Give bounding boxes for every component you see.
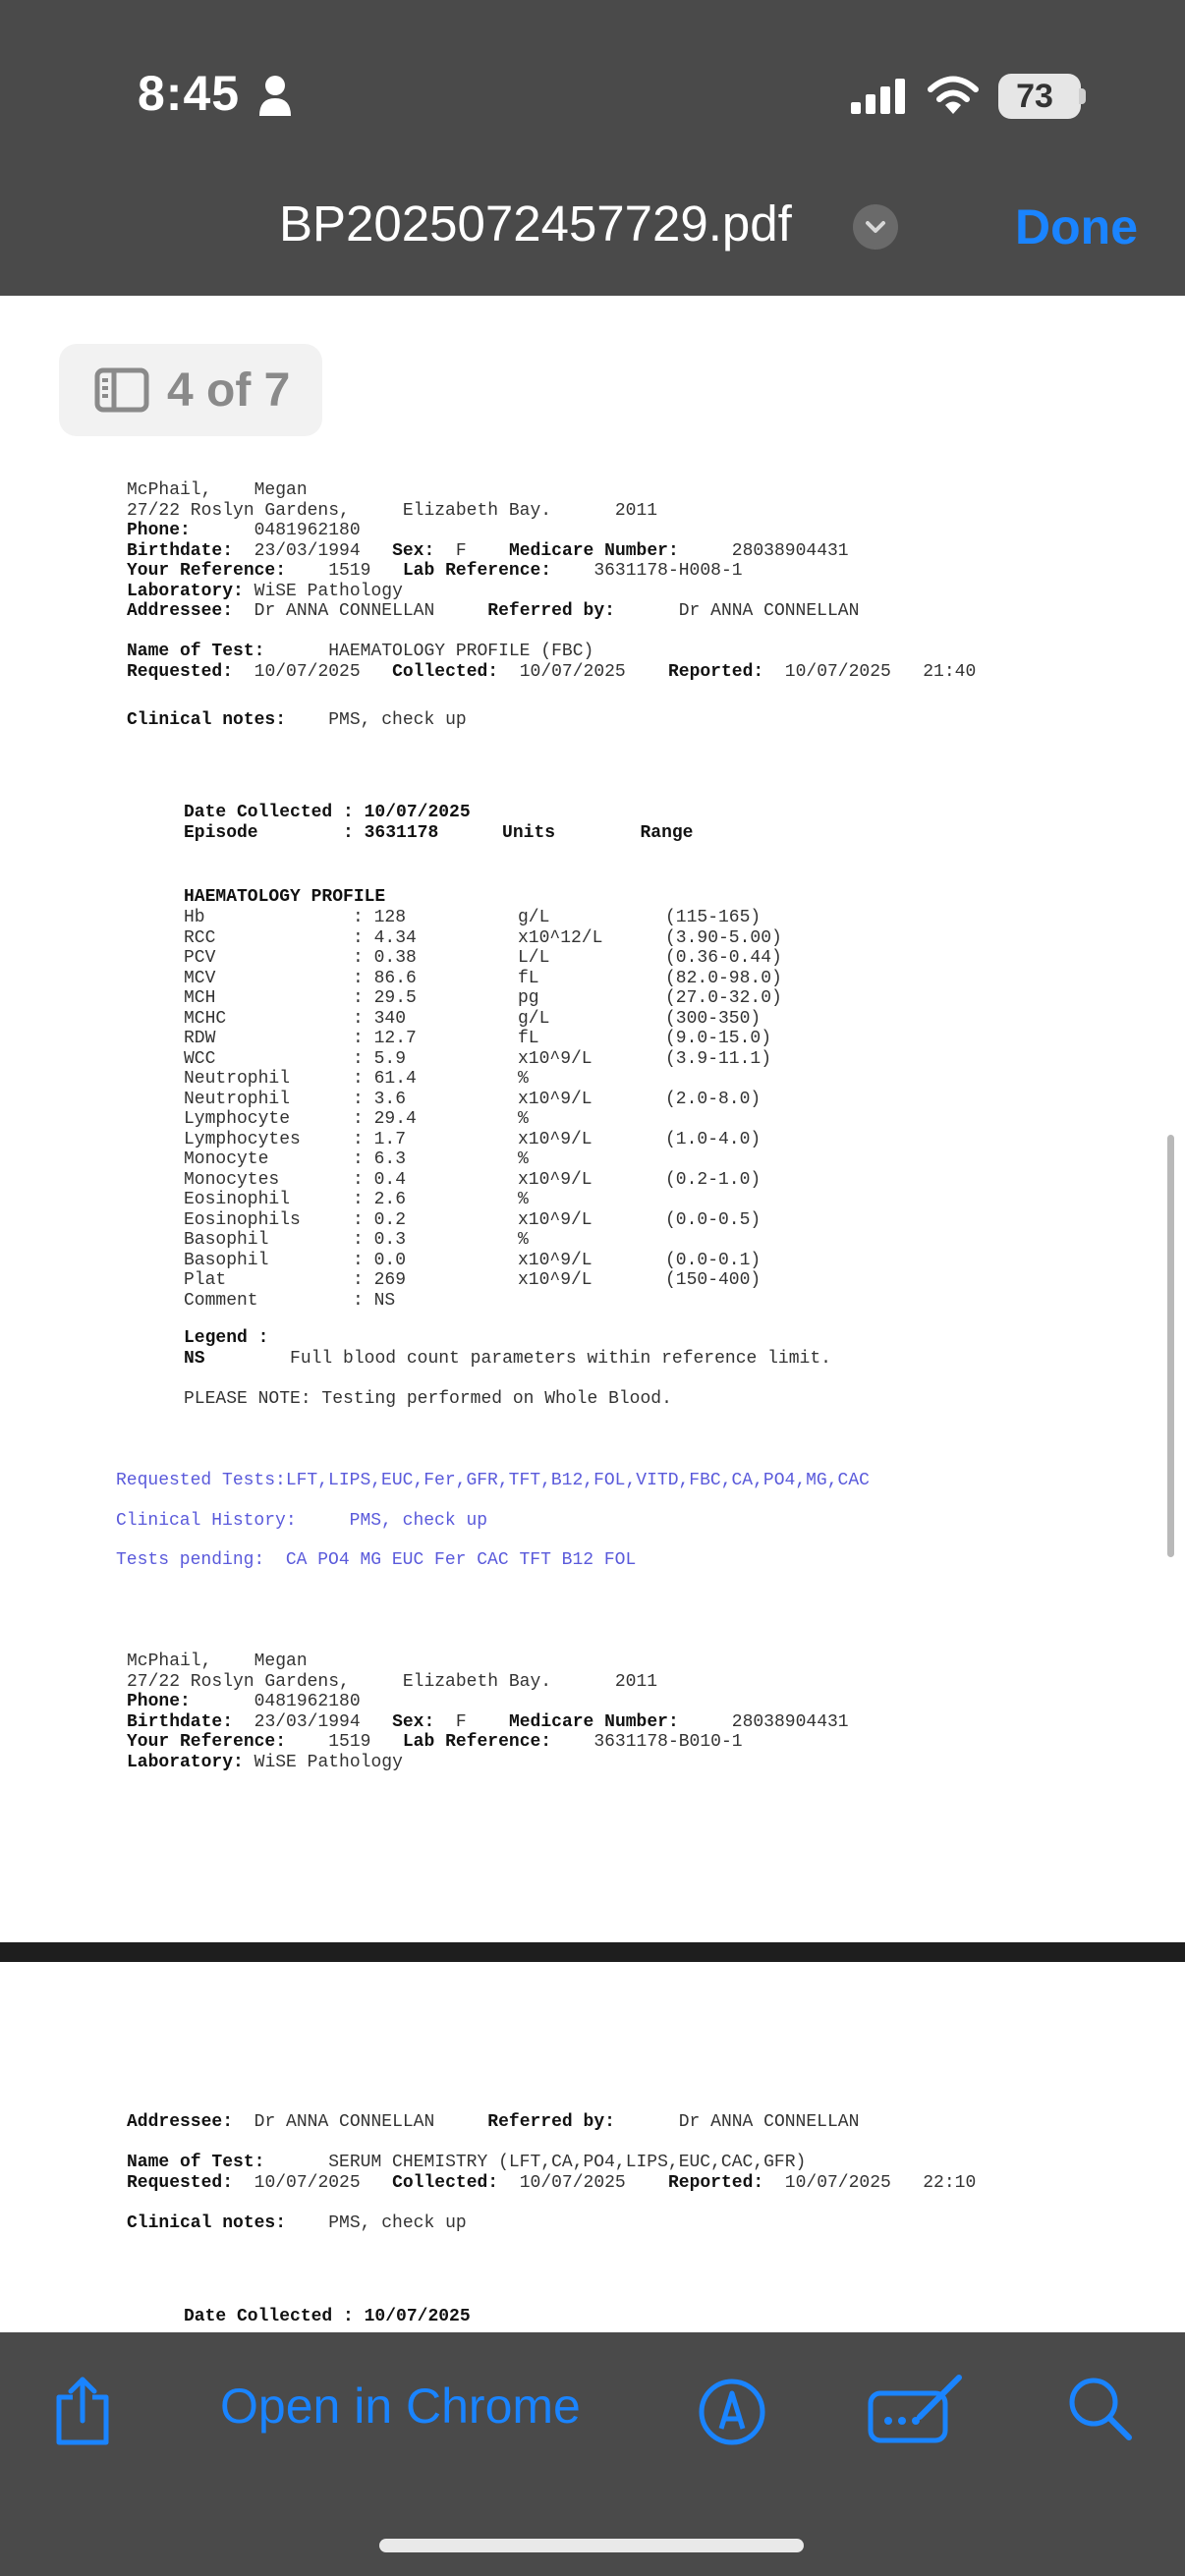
patient-address: 27/22 Roslyn Gardens, Elizabeth Bay. 2011	[127, 1671, 658, 1692]
test-name-value: SERUM CHEMISTRY (LFT,CA,PO4,LIPS,EUC,CAC,GFR)	[328, 2153, 807, 2172]
result-row	[184, 1210, 782, 1231]
requested-value: 10/07/2025	[254, 661, 361, 682]
profile-heading	[184, 887, 385, 908]
result-units: x10^9/L	[518, 1169, 592, 1190]
result-value: : 6.3	[353, 1149, 407, 1169]
birthdate-label: Birthdate:	[127, 540, 234, 561]
clinical-notes-label: Clinical notes:	[127, 710, 287, 730]
laboratory-value: WiSE Pathology	[254, 581, 403, 601]
result-name: Hb	[184, 908, 205, 927]
result-row	[184, 1149, 782, 1170]
laboratory-value: WiSE Pathology	[254, 1752, 403, 1772]
legend-text: Full blood count parameters within reference limit.	[290, 1348, 831, 1369]
referred-by-label: Referred by:	[487, 2112, 615, 2132]
report2-date-collected	[184, 2307, 471, 2327]
phone-label: Phone:	[127, 521, 191, 540]
result-units: %	[518, 1149, 529, 1169]
results-table	[184, 908, 782, 1311]
sex-label: Sex:	[392, 1711, 435, 1732]
clinical-notes-value: PMS, check up	[328, 710, 467, 730]
result-row	[184, 1130, 782, 1150]
result-name: Neutrophil	[184, 1089, 291, 1109]
result-units: pg	[518, 988, 539, 1008]
result-name: Neutrophil	[184, 1069, 291, 1089]
markup-icon[interactable]	[698, 2378, 766, 2446]
phone-value: 0481962180	[254, 521, 361, 540]
result-value: : 3.6	[353, 1089, 407, 1109]
result-units: x10^9/L	[518, 1129, 592, 1149]
page-break	[0, 1942, 1185, 1962]
results-header	[184, 803, 693, 843]
whole-blood-note: PLEASE NOTE: Testing performed on Whole Blood.	[184, 1388, 672, 1409]
result-range: (82.0-98.0)	[665, 968, 782, 988]
signature-field-icon[interactable]	[867, 2372, 965, 2446]
result-row	[184, 1190, 782, 1210]
result-row	[184, 1009, 782, 1030]
medicare-label: Medicare Number:	[508, 540, 679, 561]
result-range: (115-165)	[665, 908, 762, 927]
wifi-icon	[926, 75, 981, 118]
requested-label: Requested:	[127, 661, 234, 682]
laboratory-label: Laboratory:	[127, 581, 244, 601]
chevron-down-icon	[853, 204, 898, 250]
result-units: x10^9/L	[518, 1250, 592, 1270]
result-value: : 5.9	[353, 1048, 407, 1069]
result-row	[184, 1291, 782, 1312]
episode-line: Episode : 3631178 Units Range	[184, 822, 694, 843]
result-range: (0.2-1.0)	[665, 1169, 762, 1190]
result-name: Basophil	[184, 1230, 269, 1250]
result-name: MCH	[184, 988, 216, 1008]
your-reference-value: 1519	[328, 1732, 371, 1752]
result-value: : 2.6	[353, 1190, 407, 1209]
sex-value: F	[455, 1711, 467, 1732]
result-row	[184, 928, 782, 949]
collected-value: 10/07/2025	[519, 2172, 626, 2193]
reported-value: 10/07/2025	[784, 2172, 891, 2193]
reported-time: 21:40	[923, 661, 977, 682]
laboratory-label: Laboratory:	[127, 1752, 244, 1772]
result-range: (27.0-32.0)	[665, 988, 782, 1008]
addressee-label: Addressee:	[127, 2112, 234, 2132]
open-in-chrome-button[interactable]: Open in Chrome	[220, 2379, 581, 2434]
title-menu-button[interactable]	[853, 204, 898, 250]
result-value: : 29.4	[353, 1109, 417, 1129]
result-range: (9.0-15.0)	[665, 1029, 772, 1048]
result-range: (0.36-0.44)	[665, 948, 782, 968]
result-units: fL	[518, 968, 539, 988]
result-value: : 128	[353, 908, 407, 927]
result-units: g/L	[518, 1008, 550, 1029]
result-value: : 1.7	[353, 1129, 407, 1149]
cellular-signal-icon	[849, 77, 908, 116]
done-button[interactable]: Done	[1015, 199, 1138, 254]
result-value: : 0.3	[353, 1230, 407, 1250]
result-value: : 86.6	[353, 968, 417, 988]
result-value: : NS	[353, 1290, 396, 1311]
legend-label: Legend :	[184, 1328, 269, 1348]
result-name: RDW	[184, 1029, 216, 1048]
result-range: (0.0-0.5)	[665, 1209, 762, 1230]
lab-reference-value: 3631178-H008-1	[593, 561, 743, 581]
lab-reference-label: Lab Reference:	[402, 561, 552, 581]
legend	[184, 1328, 831, 1409]
result-row	[184, 1049, 782, 1070]
referred-by-value: Dr ANNA CONNELLAN	[678, 601, 860, 621]
profile-heading-text: HAEMATOLOGY PROFILE	[184, 887, 386, 907]
clinical-history: Clinical History: PMS, check up	[116, 1511, 488, 1531]
patient-name: McPhail, Megan	[127, 480, 308, 500]
battery-cap	[1079, 88, 1086, 104]
report2-details	[127, 2112, 976, 2233]
requested-value: 10/07/2025	[254, 2172, 361, 2193]
birthdate-value: 23/03/1994	[254, 540, 361, 561]
addressee-value: Dr ANNA CONNELLAN	[254, 2112, 435, 2132]
test-name-value: HAEMATOLOGY PROFILE (FBC)	[328, 642, 594, 661]
result-range: (2.0-8.0)	[665, 1089, 762, 1109]
page-indicator[interactable]	[59, 344, 322, 436]
result-units: fL	[518, 1029, 539, 1048]
result-value: : 0.2	[353, 1209, 407, 1230]
result-row	[184, 1251, 782, 1271]
result-units: %	[518, 1069, 529, 1089]
result-units: %	[518, 1230, 529, 1250]
birthdate-value: 23/03/1994	[254, 1711, 361, 1732]
result-units: x10^9/L	[518, 1048, 592, 1069]
phone-label: Phone:	[127, 1692, 191, 1711]
result-name: PCV	[184, 948, 216, 968]
medicare-label: Medicare Number:	[508, 1711, 679, 1732]
result-units: %	[518, 1190, 529, 1209]
medicare-value: 28038904431	[731, 540, 849, 561]
result-value: : 61.4	[353, 1069, 417, 1089]
result-name: Basophil	[184, 1250, 269, 1270]
status-time: 8:45	[138, 66, 241, 121]
result-name: Lymphocyte	[184, 1109, 291, 1129]
result-range: (0.0-0.1)	[665, 1250, 762, 1270]
legend-key: NS	[184, 1348, 205, 1369]
result-units: x10^9/L	[518, 1209, 592, 1230]
your-reference-label: Your Reference:	[127, 561, 287, 581]
collected-label: Collected:	[392, 2172, 499, 2193]
result-value: : 340	[353, 1008, 407, 1029]
reported-time: 22:10	[923, 2172, 977, 2193]
patient-address: 27/22 Roslyn Gardens, Elizabeth Bay. 2011	[127, 500, 658, 521]
collected-label: Collected:	[392, 661, 499, 682]
clinical-notes-label: Clinical notes:	[127, 2212, 287, 2233]
result-value: : 12.7	[353, 1029, 417, 1048]
result-range: (1.0-4.0)	[665, 1129, 762, 1149]
result-row	[184, 908, 782, 928]
result-name: Lymphocytes	[184, 1129, 301, 1149]
result-row	[184, 988, 782, 1009]
result-range: (300-350)	[665, 1008, 762, 1029]
sex-value: F	[455, 540, 467, 561]
document-title[interactable]: BP2025072457729.pdf	[279, 196, 792, 252]
result-value: : 4.34	[353, 927, 417, 948]
date-collected-line: Date Collected : 10/07/2025	[184, 803, 471, 822]
result-value: : 269	[353, 1270, 407, 1290]
page-indicator-label: 4 of 7	[167, 364, 291, 417]
reported-label: Reported:	[667, 2172, 764, 2193]
result-range: (150-400)	[665, 1270, 762, 1290]
test-name-label: Name of Test:	[127, 2153, 265, 2172]
search-icon[interactable]	[1067, 2376, 1134, 2442]
result-units: %	[518, 1109, 529, 1129]
result-value: : 29.5	[353, 988, 417, 1008]
result-units: x10^12/L	[518, 927, 603, 948]
sidebar-icon	[94, 367, 149, 413]
person-icon	[257, 75, 293, 118]
result-name: RCC	[184, 927, 216, 948]
date-collected-line: Date Collected : 10/07/2025	[184, 2307, 471, 2326]
addressee-value: Dr ANNA CONNELLAN	[254, 601, 435, 621]
result-row	[184, 948, 782, 969]
result-name: MCHC	[184, 1008, 227, 1029]
report2-header	[127, 1652, 849, 1772]
result-name: WCC	[184, 1048, 216, 1069]
result-row	[184, 1090, 782, 1110]
result-units: x10^9/L	[518, 1270, 592, 1290]
result-row	[184, 969, 782, 989]
birthdate-label: Birthdate:	[127, 1711, 234, 1732]
referred-by-value: Dr ANNA CONNELLAN	[678, 2112, 860, 2132]
result-row	[184, 1230, 782, 1251]
reported-label: Reported:	[667, 661, 764, 682]
result-range: (3.9-11.1)	[665, 1048, 772, 1069]
lab-reference-value: 3631178-B010-1	[593, 1732, 743, 1752]
result-name: Eosinophil	[184, 1190, 291, 1209]
addressee-label: Addressee:	[127, 601, 234, 621]
result-row	[184, 1270, 782, 1291]
battery-level: 73	[1016, 78, 1053, 115]
test-name-label: Name of Test:	[127, 642, 265, 661]
medicare-value: 28038904431	[731, 1711, 849, 1732]
clinical-notes	[127, 710, 467, 731]
your-reference-value: 1519	[328, 561, 371, 581]
tests-pending: Tests pending: CA PO4 MG EUC Fer CAC TFT B12 FOL	[116, 1550, 637, 1570]
battery-indicator	[998, 74, 1081, 119]
scrollbar[interactable]	[1167, 1135, 1174, 1557]
requested-tests: Requested Tests:LFT,LIPS,EUC,Fer,GFR,TFT,B12,FOL,VITD,FBC,CA,PO4,MG,CAC	[116, 1471, 870, 1490]
home-indicator[interactable]	[379, 2539, 804, 2552]
result-value: : 0.4	[353, 1169, 407, 1190]
reported-value: 10/07/2025	[784, 661, 891, 682]
result-name: MCV	[184, 968, 216, 988]
result-units: g/L	[518, 908, 550, 927]
patient-name: McPhail, Megan	[127, 1652, 308, 1671]
lab-reference-label: Lab Reference:	[402, 1732, 552, 1752]
requested-label: Requested:	[127, 2172, 234, 2193]
report1-header	[127, 480, 976, 682]
your-reference-label: Your Reference:	[127, 1732, 287, 1752]
result-name: Eosinophils	[184, 1209, 301, 1230]
collected-value: 10/07/2025	[519, 661, 626, 682]
result-value: : 0.0	[353, 1250, 407, 1270]
result-row	[184, 1170, 782, 1191]
result-units: x10^9/L	[518, 1089, 592, 1109]
result-name: Monocytes	[184, 1169, 280, 1190]
sex-label: Sex:	[392, 540, 435, 561]
result-range: (3.90-5.00)	[665, 927, 782, 948]
clinical-notes-value: PMS, check up	[328, 2212, 467, 2233]
result-row	[184, 1069, 782, 1090]
result-name: Comment	[184, 1290, 258, 1311]
referred-by-label: Referred by:	[487, 601, 615, 621]
result-units: L/L	[518, 948, 550, 968]
result-name: Plat	[184, 1270, 227, 1290]
share-icon[interactable]	[51, 2376, 114, 2446]
result-value: : 0.38	[353, 948, 417, 968]
result-name: Monocyte	[184, 1149, 269, 1169]
result-row	[184, 1029, 782, 1049]
phone-value: 0481962180	[254, 1692, 361, 1711]
result-row	[184, 1109, 782, 1130]
